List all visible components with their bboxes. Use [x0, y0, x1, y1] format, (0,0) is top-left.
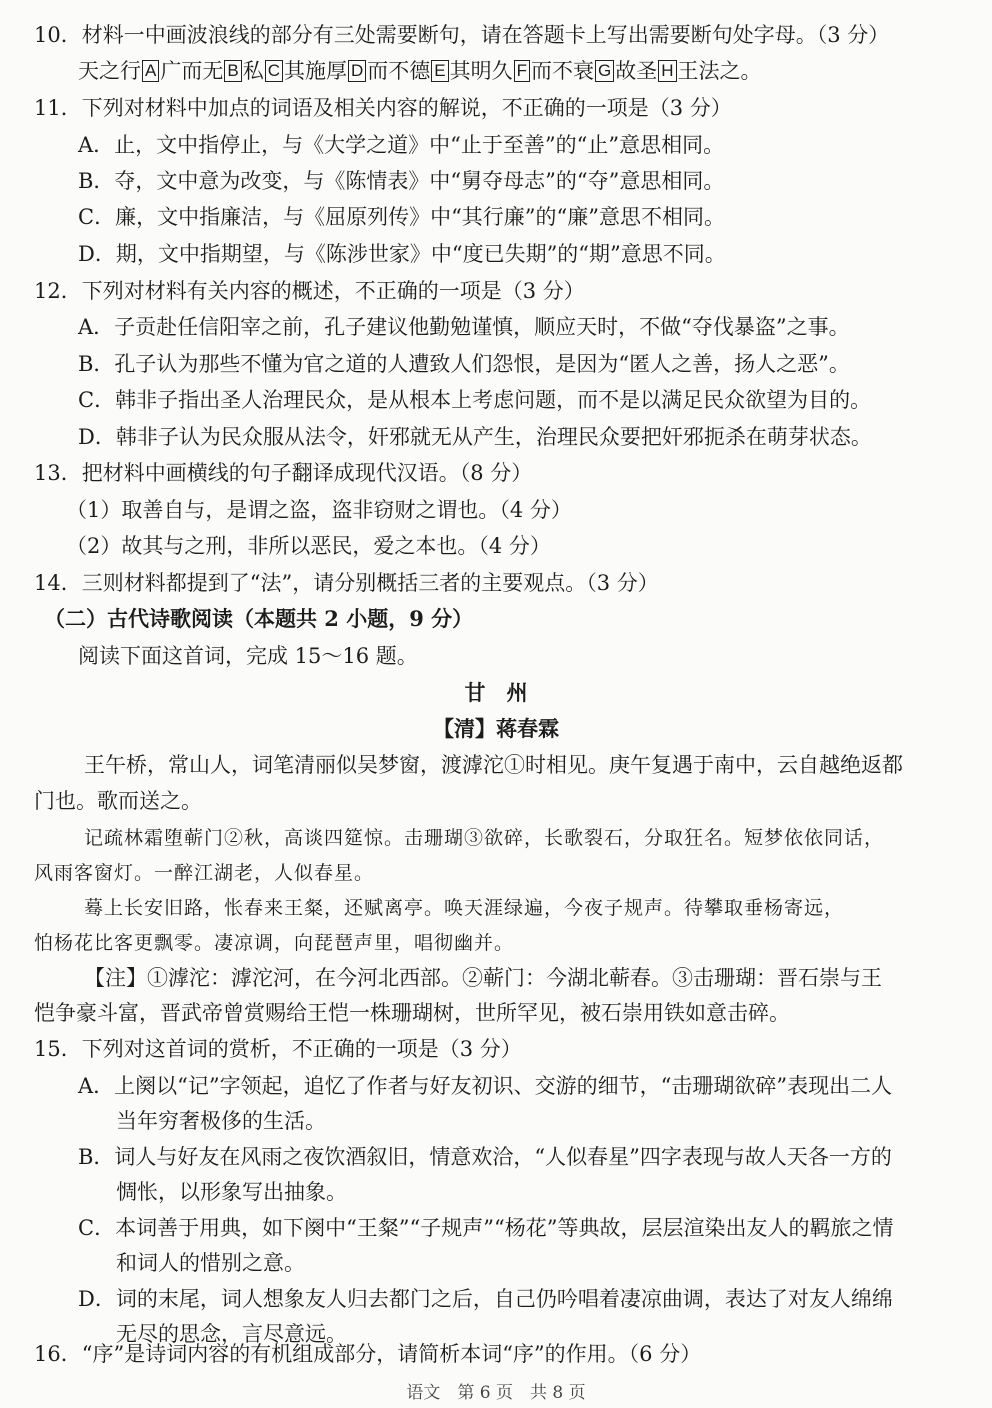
poem-stanza-2-line-2: 怕杨花比客更飘零。凄凉调，向琵琶声里，唱彻幽并。 — [34, 932, 515, 954]
break-marker-f: F — [514, 60, 530, 82]
break-marker-d: D — [348, 60, 366, 82]
question-15-option-c-line-1: C．本词善于用典，如下阕中“王粲”“子规声”“杨花”等典故，层层渲染出友人的羁旅之情 — [78, 1216, 894, 1240]
question-15-option-a-line-2: 当年穷奢极侈的生活。 — [116, 1109, 326, 1133]
question-15-option-d-line-1: D．词的末尾，词人想象友人归去都门之后，自己仍吟唱着凄凉曲调，表达了对友人绵绵 — [78, 1287, 893, 1311]
question-13-item-2: （2）故其与之刑，非所以恶民，爱之本也。（4 分） — [66, 534, 551, 558]
break-marker-c: C — [265, 60, 283, 82]
segment: 而不衰 — [530, 59, 594, 83]
poem-stanza-1-line-1: 记疏林霜堕蕲门②秋，高谈四筵惊。击珊瑚③欲碎，长歌裂石，分取狂名。短梦依依同话， — [84, 827, 885, 849]
section-heading: （二）古代诗歌阅读（本题共 2 小题，9 分） — [44, 606, 474, 631]
break-marker-a: A — [142, 60, 159, 82]
question-12-option-a: A．子贡赴任信阳宰之前，孔子建议他勤勉谨慎，顺应天时，不做“夺伐暴盗”之事。 — [78, 315, 850, 339]
break-marker-e: E — [431, 60, 448, 82]
poem-stanza-1-line-2: 风雨客窗灯。一醉江湖老，人似春星。 — [34, 862, 375, 884]
section-instruction: 阅读下面这首词，完成 15～16 题。 — [78, 644, 418, 668]
question-15-option-b-line-1: B．词人与好友在风雨之夜饮酒叙旧，情意欢洽，“人似春星”四字表现与故人天各一方的 — [78, 1145, 892, 1169]
question-15-option-d-line-2: 无尽的思念，言尽意远。 — [116, 1322, 347, 1346]
question-10-segmented-text — [0, 56, 992, 86]
segment: 而不德 — [367, 59, 431, 83]
question-13-stem: 13．把材料中画横线的句子翻译成现代汉语。（8 分） — [34, 461, 533, 485]
question-12-option-d: D．韩非子认为民众服从法令，奸邪就无从产生，治理民众要把奸邪扼杀在萌芽状态。 — [78, 425, 872, 449]
poem-notes-line-2: 恺争豪斗富，晋武帝曾赏赐给王恺一株珊瑚树，世所罕见，被石崇用铁如意击碎。 — [34, 1001, 790, 1025]
question-10-stem: 10．材料一中画波浪线的部分有三处需要断句，请在答题卡上写出需要断句处字母。（3 分） — [34, 23, 890, 47]
question-13-item-1: （1）取善自与，是谓之盗，盗非窃财之谓也。（4 分） — [66, 498, 572, 522]
segment: 王法之。 — [677, 59, 762, 83]
question-15-option-c-line-2: 和词人的惜别之意。 — [116, 1251, 305, 1275]
question-12-stem: 12．下列对材料有关内容的概述，不正确的一项是（3 分） — [34, 279, 585, 303]
segment: 故圣 — [615, 59, 658, 83]
page-footer: 语文 第 6 页 共 8 页 — [406, 1383, 586, 1403]
question-11-option-a: A．止，文中指停止，与《大学之道》中“止于至善”的“止”意思相同。 — [78, 133, 725, 157]
question-11-option-c: C．廉，文中指廉洁，与《屈原列传》中“其行廉”的“廉”意思不相同。 — [78, 205, 726, 229]
break-marker-g: G — [595, 60, 614, 82]
poem-preface-line-2: 门也。歌而送之。 — [34, 789, 202, 813]
question-11-stem: 11．下列对材料中加点的词语及相关内容的解说，不正确的一项是（3 分） — [34, 96, 732, 120]
poem-author: 【清】蒋春霖 — [433, 716, 559, 741]
segment: 广而无 — [160, 59, 224, 83]
question-14-stem: 14．三则材料都提到了“法”，请分别概括三者的主要观点。（3 分） — [34, 571, 659, 595]
poem-preface-line-1: 王午桥，常山人，词笔清丽似吴梦窗，渡滹沱①时相见。庚午复遇于南中，云自越绝返都 — [84, 753, 903, 777]
question-11-option-d: D．期，文中指期望，与《陈涉世家》中“度已失期”的“期”意思不同。 — [78, 242, 726, 266]
question-15-option-b-line-2: 惆怅，以形象写出抽象。 — [116, 1180, 347, 1204]
question-12-option-b: B．孔子认为那些不懂为官之道的人遭致人们怨恨，是因为“匿人之善，扬人之恶”。 — [78, 352, 850, 376]
break-marker-h: H — [658, 60, 676, 82]
poem-notes-line-1: 【注】①滹沱：滹沱河，在今河北西部。②蕲门：今湖北蕲春。③击珊瑚：晋石崇与王 — [84, 966, 882, 990]
question-11-option-b: B．夺，文中意为改变，与《陈情表》中“舅夺母志”的“夺”意思相同。 — [78, 169, 725, 193]
segment: 天之行 — [78, 59, 141, 83]
poem-stanza-2-line-1: 蓦上长安旧路，怅春来王粲，还赋离亭。唤天涯绿遍，今夜子规声。待攀取垂杨寄远， — [84, 897, 845, 919]
break-marker-b: B — [224, 60, 241, 82]
question-15-option-a-line-1: A．上阕以“记”字领起，追忆了作者与好友初识、交游的细节，“击珊瑚欲碎”表现出二人 — [78, 1074, 893, 1098]
question-15-stem: 15．下列对这首词的赏析，不正确的一项是（3 分） — [34, 1037, 522, 1061]
segment: 私 — [242, 59, 264, 83]
poem-title: 甘 州 — [464, 680, 528, 705]
segment: 其施厚 — [283, 59, 347, 83]
question-12-option-c: C．韩非子指出圣人治理民众，是从根本上考虑问题，而不是以满足民众欲望为目的。 — [78, 388, 872, 412]
segment: 其明久 — [449, 59, 513, 83]
question-16-stem: 16．“序”是诗词内容的有机组成部分，请简析本词“序”的作用。（6 分） — [34, 1342, 702, 1366]
